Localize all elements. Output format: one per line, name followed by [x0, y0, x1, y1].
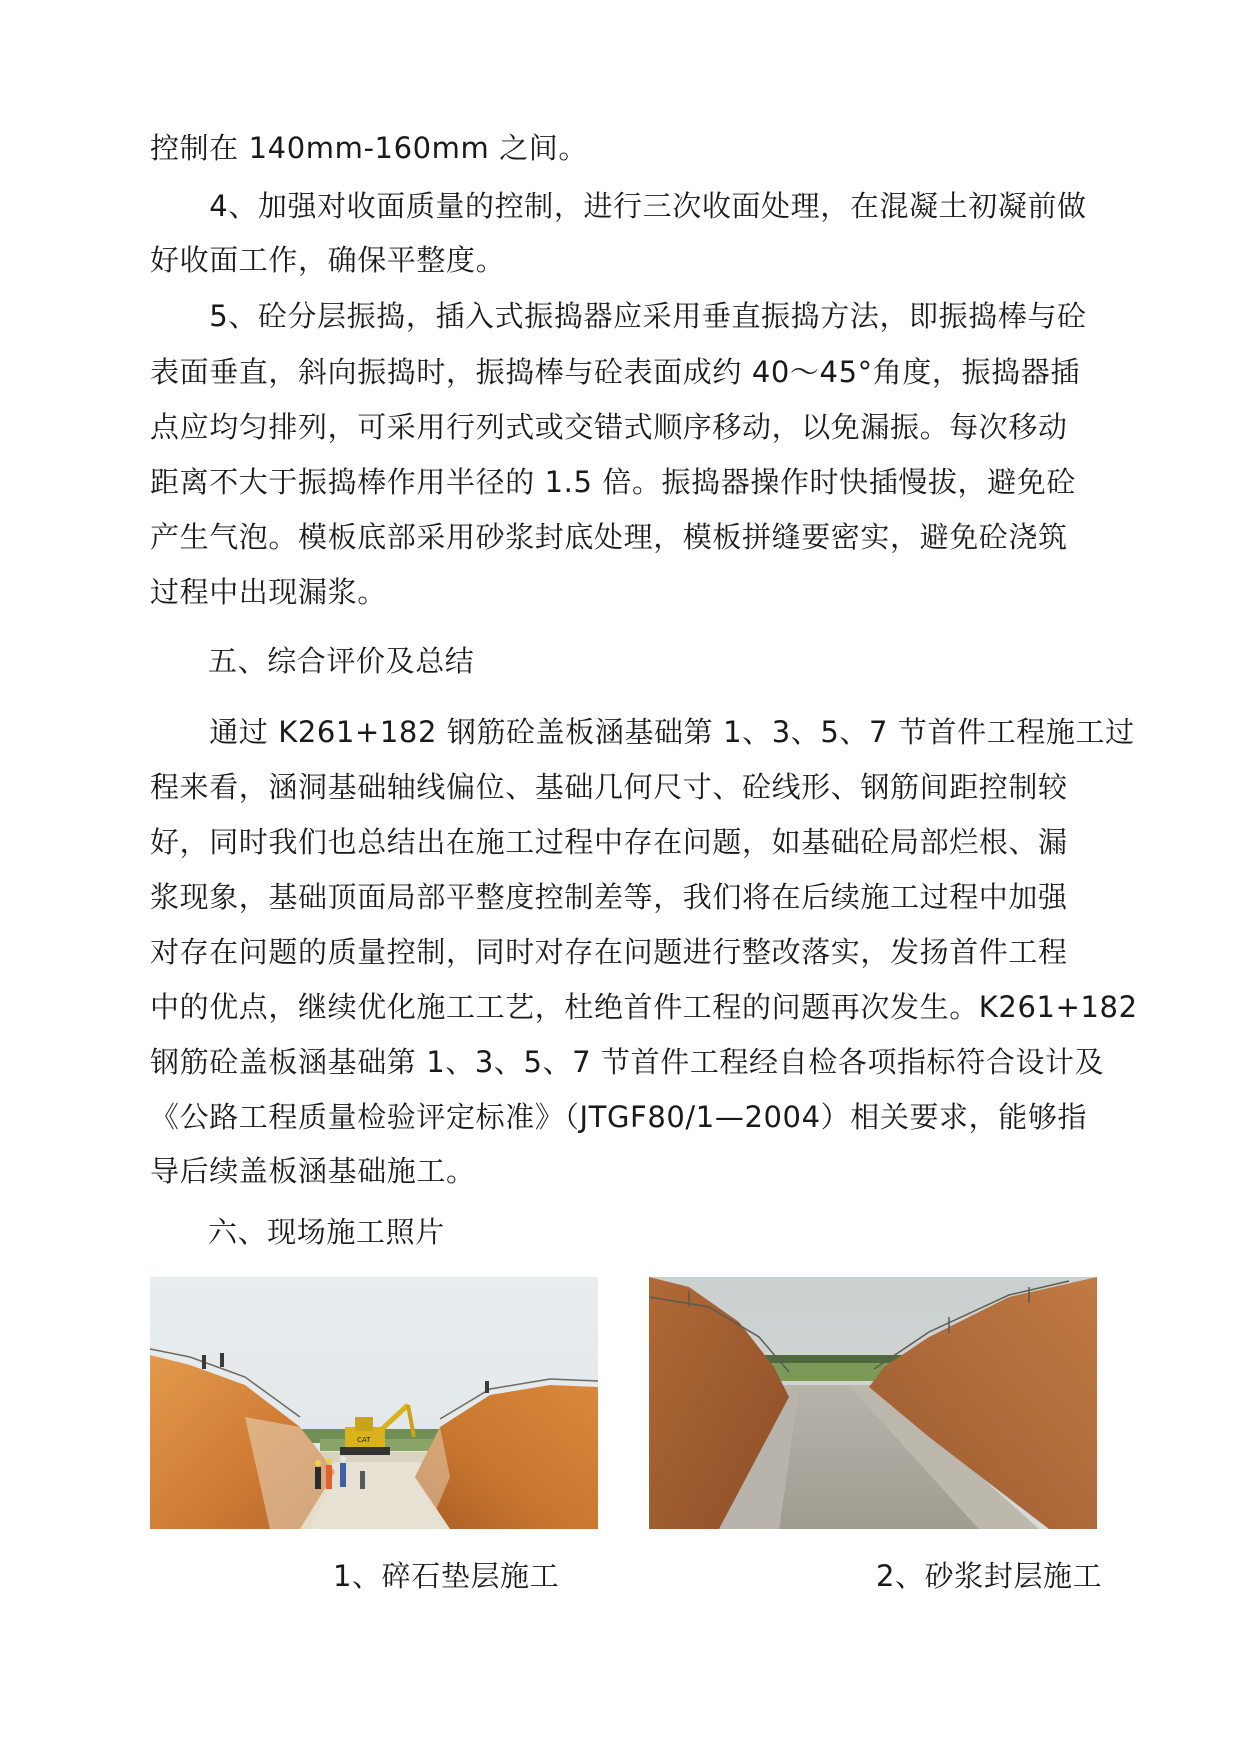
body-line-9: 过程中出现漏浆。 — [150, 575, 387, 609]
body-line-6: 点应均匀排列，可采用行列式或交错式顺序移动，以免漏振。每次移动 — [150, 410, 1068, 444]
summary-line-1: 通过 K261+182 钢筋砼盖板涵基础第 1、3、5、7 节首件工程施工过 — [150, 715, 1135, 749]
body-line-2: 4、加强对收面质量的控制，进行三次收面处理，在混凝土初凝前做 — [150, 189, 1087, 223]
photo-caption-1: 1、碎石垫层施工 — [333, 1559, 560, 1593]
excavator-logo: CAT — [357, 1436, 371, 1444]
summary-line-6: 中的优点，继续优化施工工艺，杜绝首件工程的问题再次发生。K261+182 — [150, 990, 1138, 1024]
body-line-1: 控制在 140mm-160mm 之间。 — [150, 131, 589, 165]
summary-line-7: 钢筋砼盖板涵基础第 1、3、5、7 节首件工程经自检各项指标符合设计及 — [150, 1045, 1105, 1079]
summary-line-9: 导后续盖板涵基础施工。 — [150, 1154, 476, 1188]
section-heading-photos: 六、现场施工照片 — [208, 1215, 445, 1249]
summary-line-2: 程来看，涵洞基础轴线偏位、基础几何尺寸、砼线形、钢筋间距控制较 — [150, 770, 1068, 804]
section-heading-summary: 五、综合评价及总结 — [208, 644, 475, 678]
summary-line-8: 《公路工程质量检验评定标准》（JTGF80/1—2004）相关要求，能够指 — [150, 1100, 1088, 1134]
photo-gravel-layer — [150, 1277, 598, 1529]
photo-caption-2: 2、砂浆封层施工 — [876, 1559, 1103, 1593]
body-line-7: 距离不大于振捣棒作用半径的 1.5 倍。振捣器操作时快插慢拔，避免砼 — [150, 465, 1076, 499]
photo-mortar-seal — [649, 1277, 1097, 1529]
summary-line-4: 浆现象，基础顶面局部平整度控制差等，我们将在后续施工过程中加强 — [150, 880, 1068, 914]
body-line-5: 表面垂直，斜向振捣时，振捣棒与砼表面成约 40～45°角度，振捣器插 — [150, 355, 1080, 389]
summary-line-5: 对存在问题的质量控制，同时对存在问题进行整改落实，发扬首件工程 — [150, 935, 1068, 969]
summary-line-3: 好，同时我们也总结出在施工过程中存在问题，如基础砼局部烂根、漏 — [150, 825, 1068, 859]
body-line-4: 5、砼分层振捣，插入式振捣器应采用垂直振捣方法，即振捣棒与砼 — [150, 299, 1087, 333]
body-line-3: 好收面工作，确保平整度。 — [150, 243, 506, 277]
body-line-8: 产生气泡。模板底部采用砂浆封底处理，模板拼缝要密实，避免砼浇筑 — [150, 520, 1068, 554]
